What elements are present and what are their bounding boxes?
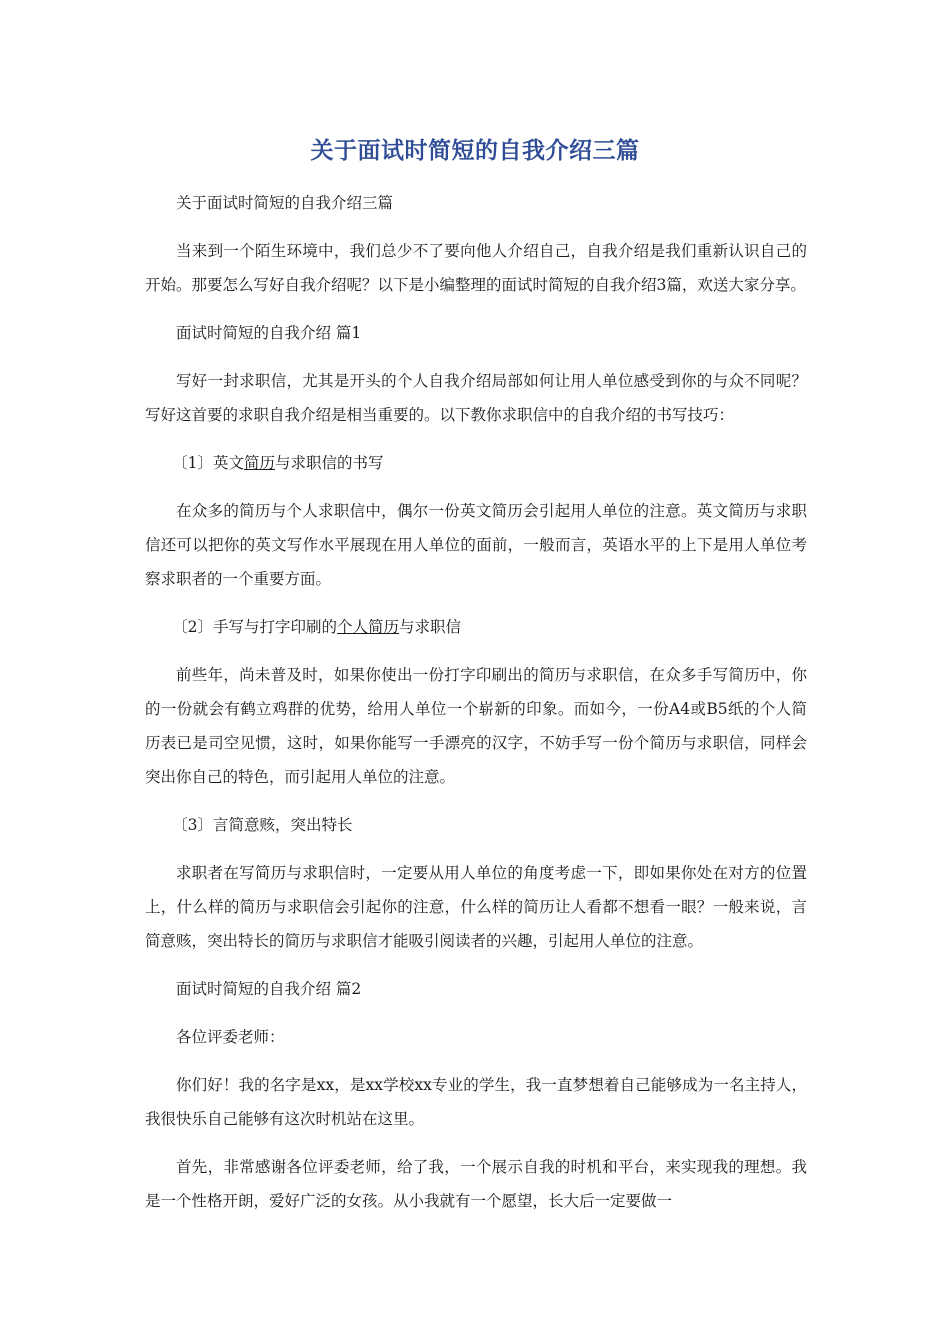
item2-resume-link[interactable]: 个人简历 [337, 618, 400, 636]
item1-prefix: 〔1〕英文 [172, 454, 244, 472]
item2-paragraph: 前些年，尚未普及时，如果你使出一份打字印刷出的简历与求职信，在众多手写简历中，你的一份就会有鹤立鸡群的优势，给用人单位一个崭新的印象。而如今，一份A4或B5纸的个人简历表已是司空见惯，这时，如果你能写一手漂亮的汉字，不妨手写一份个简历与求职信，同样会突出你自己的特色，而引起用人单位的注意。 [145, 666, 807, 786]
section1-paragraph: 写好一封求职信，尤其是开头的个人自我介绍局部如何让用人单位感受到你的与众不同呢？写好这首要的求职自我介绍是相当重要的。以下教你求职信中的自我介绍的书写技巧： [145, 372, 807, 424]
item3-heading: 〔3〕言简意赅，突出特长 [172, 816, 353, 834]
item2-heading [145, 610, 807, 644]
section2-heading: 面试时简短的自我介绍 篇2 [176, 980, 362, 998]
section2-paragraph-1: 你们好！我的名字是xx，是xx学校xx专业的学生，我一直梦想着自己能够成为一名主持人，我很快乐自己能够有这次时机站在这里。 [145, 1076, 807, 1128]
section2-paragraph-2: 首先，非常感谢各位评委老师，给了我，一个展示自我的时机和平台，来实现我的理想。我是一个性格开朗，爱好广泛的女孩。从小我就有一个愿望，长大后一定要做一 [145, 1158, 807, 1210]
section2-greeting: 各位评委老师： [176, 1028, 285, 1046]
intro-paragraph: 当来到一个陌生环境中，我们总少不了要向他人介绍自己，自我介绍是我们重新认识自己的开始。那要怎么写好自我介绍呢？以下是小编整理的面试时简短的自我介绍3篇，欢送大家分享。 [145, 242, 807, 294]
item1-suffix: 与求职信的书写 [275, 454, 384, 472]
section1-heading: 面试时简短的自我介绍 篇1 [176, 324, 362, 342]
document-body [145, 186, 807, 1232]
item1-heading [145, 446, 807, 480]
item2-suffix: 与求职信 [399, 618, 462, 636]
subtitle-paragraph: 关于面试时简短的自我介绍三篇 [176, 194, 394, 212]
item1-resume-link[interactable]: 简历 [244, 454, 276, 472]
item2-prefix: 〔2〕手写与打字印刷的 [172, 618, 337, 636]
document-title: 关于面试时简短的自我介绍三篇 [310, 138, 640, 164]
item3-paragraph: 求职者在写简历与求职信时，一定要从用人单位的角度考虑一下，即如果你处在对方的位置上，什么样的简历与求职信会引起你的注意，什么样的简历让人看都不想看一眼？一般来说，言简意赅，突出特长的简历与求职信才能吸引阅读者的兴趣，引起用人单位的注意。 [145, 864, 807, 950]
item1-paragraph: 在众多的简历与个人求职信中，偶尔一份英文简历会引起用人单位的注意。英文简历与求职信还可以把你的英文写作水平展现在用人单位的面前，一般而言，英语水平的上下是用人单位考察求职者的一个重要方面。 [145, 502, 807, 588]
